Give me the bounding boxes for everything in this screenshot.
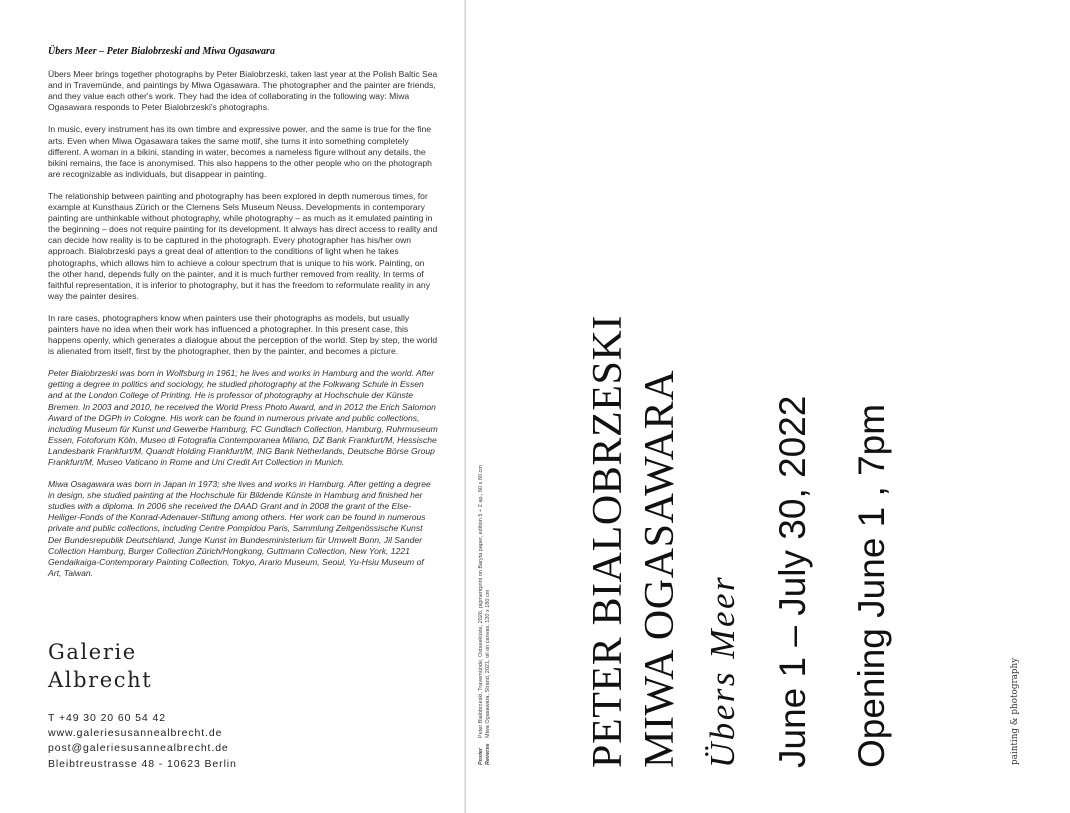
phone-number: T +49 30 20 60 54 42 [48, 712, 166, 724]
exhibition-dates: June 1 – July 30, 2022 [772, 395, 813, 768]
essay-column [48, 46, 438, 590]
gallery-logo [48, 638, 152, 694]
image-credits [478, 465, 491, 738]
gallery-name-line2: Albrecht [48, 668, 153, 692]
bio-miwa-ogasawara: Miwa Osagawara was born in Japan in 1973; she lives and works in Hamburg. After getting a degree in design, she studied painting at the Hochschule für Bildende Künste in Hamburg and finished her studies with a diploma. In 2006 she received the DAAD Grant and in 2008 the grant of the Else-Heiliger-Fonds of the Konrad-Adenauer-Stiftung among others. Her work can be found in numerous private and public collections, including Centre Pompidou Paris, Sammlung Zeitgenössische Kunst Der Bundesrepublik Deutschland, Junge Kunst im Bundesministerium für Umwelt Bonn, Jil Sander Collection Hamburg, Burger Collection Zürich/Hongkong, Guttmann Collection, New York, 1221 Gendaikaiga-Contemporary Painting Collection, Tokyo, Arario Museum, Seoul, Yu-Hsiu Museum of Art, Taiwan. [48, 479, 431, 578]
essay-paragraph: In music, every instrument has its own timbre and expressive power, and the same is true for the fine arts. Even when Miwa Ogasawara takes the same motif, she turns it into something completely different. A woman in a bikini, standing in water, becomes a nameless figure without any details, the bikini remains, the face is anonymised. This also happens to the other people who on the photograph are recognizable as individuals, but disappear in painting. [48, 124, 432, 179]
opening-date: Opening June 1 , 7pm [851, 403, 892, 768]
essay-paragraph: Übers Meer brings together photographs by Peter Bialobrzeski, taken last year at the Polish Baltic Sea and in Travemünde, and paintings by Miwa Ogasawara. The photographer and the painter are friends, and they value each other's work. They had the idea of collaborating in the following way: Miwa Ogasawara responds to Peter Bialobrzeski's photographs. [48, 69, 438, 113]
gallery-contact [48, 711, 237, 772]
essay-title: Übers Meer – Peter Bialobrzeski and Miwa Ogasawara [48, 46, 275, 57]
poster-tagline: painting & photography [1010, 657, 1020, 765]
email-link[interactable]: post@galeriesusannealbrecht.de [48, 742, 229, 755]
image-credit-labels [478, 744, 491, 765]
website-link[interactable]: www.galeriesusannealbrecht.de [48, 727, 223, 740]
artist-name-miwa-ogasawara: MIWA OGASAWARA [637, 369, 683, 768]
artist-name-peter-bialobrzeski: PETER BIALOBRZESKI [585, 315, 631, 768]
credit-reverse-text: Miwa Ogasawara, Strand, 2021, oil on canvas, 120 x 180 cm [484, 589, 491, 738]
essay-paragraph: The relationship between painting and photography has been explored in depth numerous times, for example at Kunsthaus Zürich or the Clemens Sels Museum Neuss. Developments in contemporary painting are unthinkable without photography, while photography – as much as it emulated painting in the beginning – does not require painting for its development. It always has direct access to reality and can decide how reality is to be captured in the photograph. Every photographer has his/her own approach. Bialobrzeski pays a great deal of attention to the conditions of light when he takes photographs, which allows him to achieve a colour spectrum that is unique to his work. Painting, on the other hand, depends fully on the painter, and it is much further removed from reality. In terms of faithful representation, it is inferior to photography, but it has the freedom to reformulate reality in any way the painter desires. [48, 190, 438, 301]
bio-peter-bialobrzeski: Peter Bialobrzeski was born in Wolfsburg in 1961; he lives and works in Hamburg and the world. After getting a degree in politics and sociology, he studied photography at the Folkwang Schule in Essen and at the London College of Printing. He is professor of photography at Hochschule der Künste Bremen. In 2003 and 2010, he received the World Press Photo Award, and in 2012 the Erich Salomon Award of the DGPh in Cologne. His work can be found in numerous private and public collections, including Museum für Kunst und Gewerbe Hamburg, FC Gundlach Collection, Hamburg, Ruhrmuseum Essen, Fotoforum Köln, Museo di Fotografia Contemporanea Milano, DZ Bank Frankfurt/M, Hessische Landesbank Frankfurt/M, Quandt Holding Frankfurt/M, ING Bank Netherlands, Deutsche Börse Group Frankfurt/M, Museo Vaticano in Rome and Uni Credit Art Collection in Munich. [48, 368, 438, 467]
gallery-address: Bleibtreustrasse 48 - 10623 Berlin [48, 757, 237, 770]
poster-page [465, 0, 1070, 813]
text-page [0, 0, 465, 813]
credit-poster-text: Peter Bialobrzeski, Travemünde, Ostseeküste, 2020, pigmentprint on Baryta paper, edition 5 + 2 ap., 60 x 80 cm [478, 465, 484, 738]
credit-label-reverse: Reverse [484, 743, 491, 765]
gallery-name-line1: Galerie [48, 640, 137, 664]
credit-label-poster: Poster [478, 747, 484, 765]
exhibition-title: Übers Meer [703, 574, 742, 768]
essay-paragraph: In rare cases, photographers know when painters use their photographs as models, but usually painters have no idea when their work has influenced a photographer. In this present case, this happens openly, which generates a dialogue about the perception of the world. Step by step, the world is alienated from itself, first by the photographer, then by the painter, and becomes a picture. [48, 312, 438, 357]
